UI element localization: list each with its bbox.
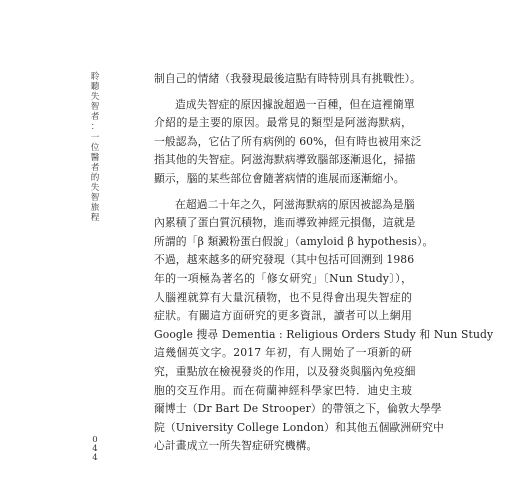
page-number: 0 4 4 — [92, 435, 98, 463]
text-line: 在超過二十年之久，阿滋海默病的原因被認為是腦 — [175, 197, 415, 211]
running-header-book-title: 聆 聽 失 智 者 ： 一 位 醫 者 的 失 智 旅 程 — [90, 72, 100, 224]
text-line: 一般認為，它佔了所有病例的 60%，但有時也被用來泛 — [154, 134, 422, 148]
text-line: 這幾個英文字。2017 年初，有人開始了一項新的研 — [154, 346, 412, 360]
text-line: Google 搜尋 Dementia : Religious Orders Study 和 Nun Study — [154, 327, 494, 341]
text-line: 年的一項極為著名的「修女研究」〔Nun Study〕）， — [154, 271, 412, 285]
paragraph — [154, 96, 422, 189]
text-line: 指其他的失智症。阿滋海默病導致腦部逐漸退化，掃描 — [154, 153, 416, 167]
text-line: 制自己的情緒（我發現最後這點有時特別具有挑戰性）。 — [154, 72, 422, 85]
text-line: 究，重點放在檢視發炎的作用，以及發炎與腦內免疫細 — [154, 364, 416, 378]
text-line: 內累積了蛋白質沉積物，進而導致神經元損傷，這就是 — [154, 216, 416, 230]
paragraph — [154, 70, 422, 89]
text-line: 不過，越來越多的研究發現（其中包括可回溯到 1986 — [154, 253, 415, 267]
text-line: 所謂的「β 類澱粉蛋白假說」（amyloid β hypothesis）。 — [154, 234, 434, 248]
text-line: 心計畫成立一所失智症研究機構。 — [154, 439, 318, 453]
text-line: 爾博士（Dr Bart De Strooper）的帶領之下，倫敦大學學 — [154, 402, 442, 416]
text-line: 院（University College London）和其他五個歐洲研究中 — [154, 420, 444, 434]
text-line: 造成失智症的原因據說超過一百種，但在這裡簡單 — [175, 97, 415, 111]
text-line: 顯示，腦的某些部位會隨著病情的進展而逐漸縮小。 — [154, 171, 405, 185]
text-line: 介紹的是主要的原因。最常見的類型是阿滋海默病， — [154, 116, 412, 130]
text-line: 胞的交互作用。而在荷蘭神經科學家巴特．迪史主玻 — [154, 383, 412, 397]
paragraph — [154, 196, 494, 456]
text-line: 人腦裡就算有大量沉積物，也不見得會出現失智症的 — [154, 290, 412, 304]
page-body — [154, 70, 494, 456]
text-line: 症狀。有關這方面研究的更多資訊，讀者可以上網用 — [154, 309, 412, 323]
